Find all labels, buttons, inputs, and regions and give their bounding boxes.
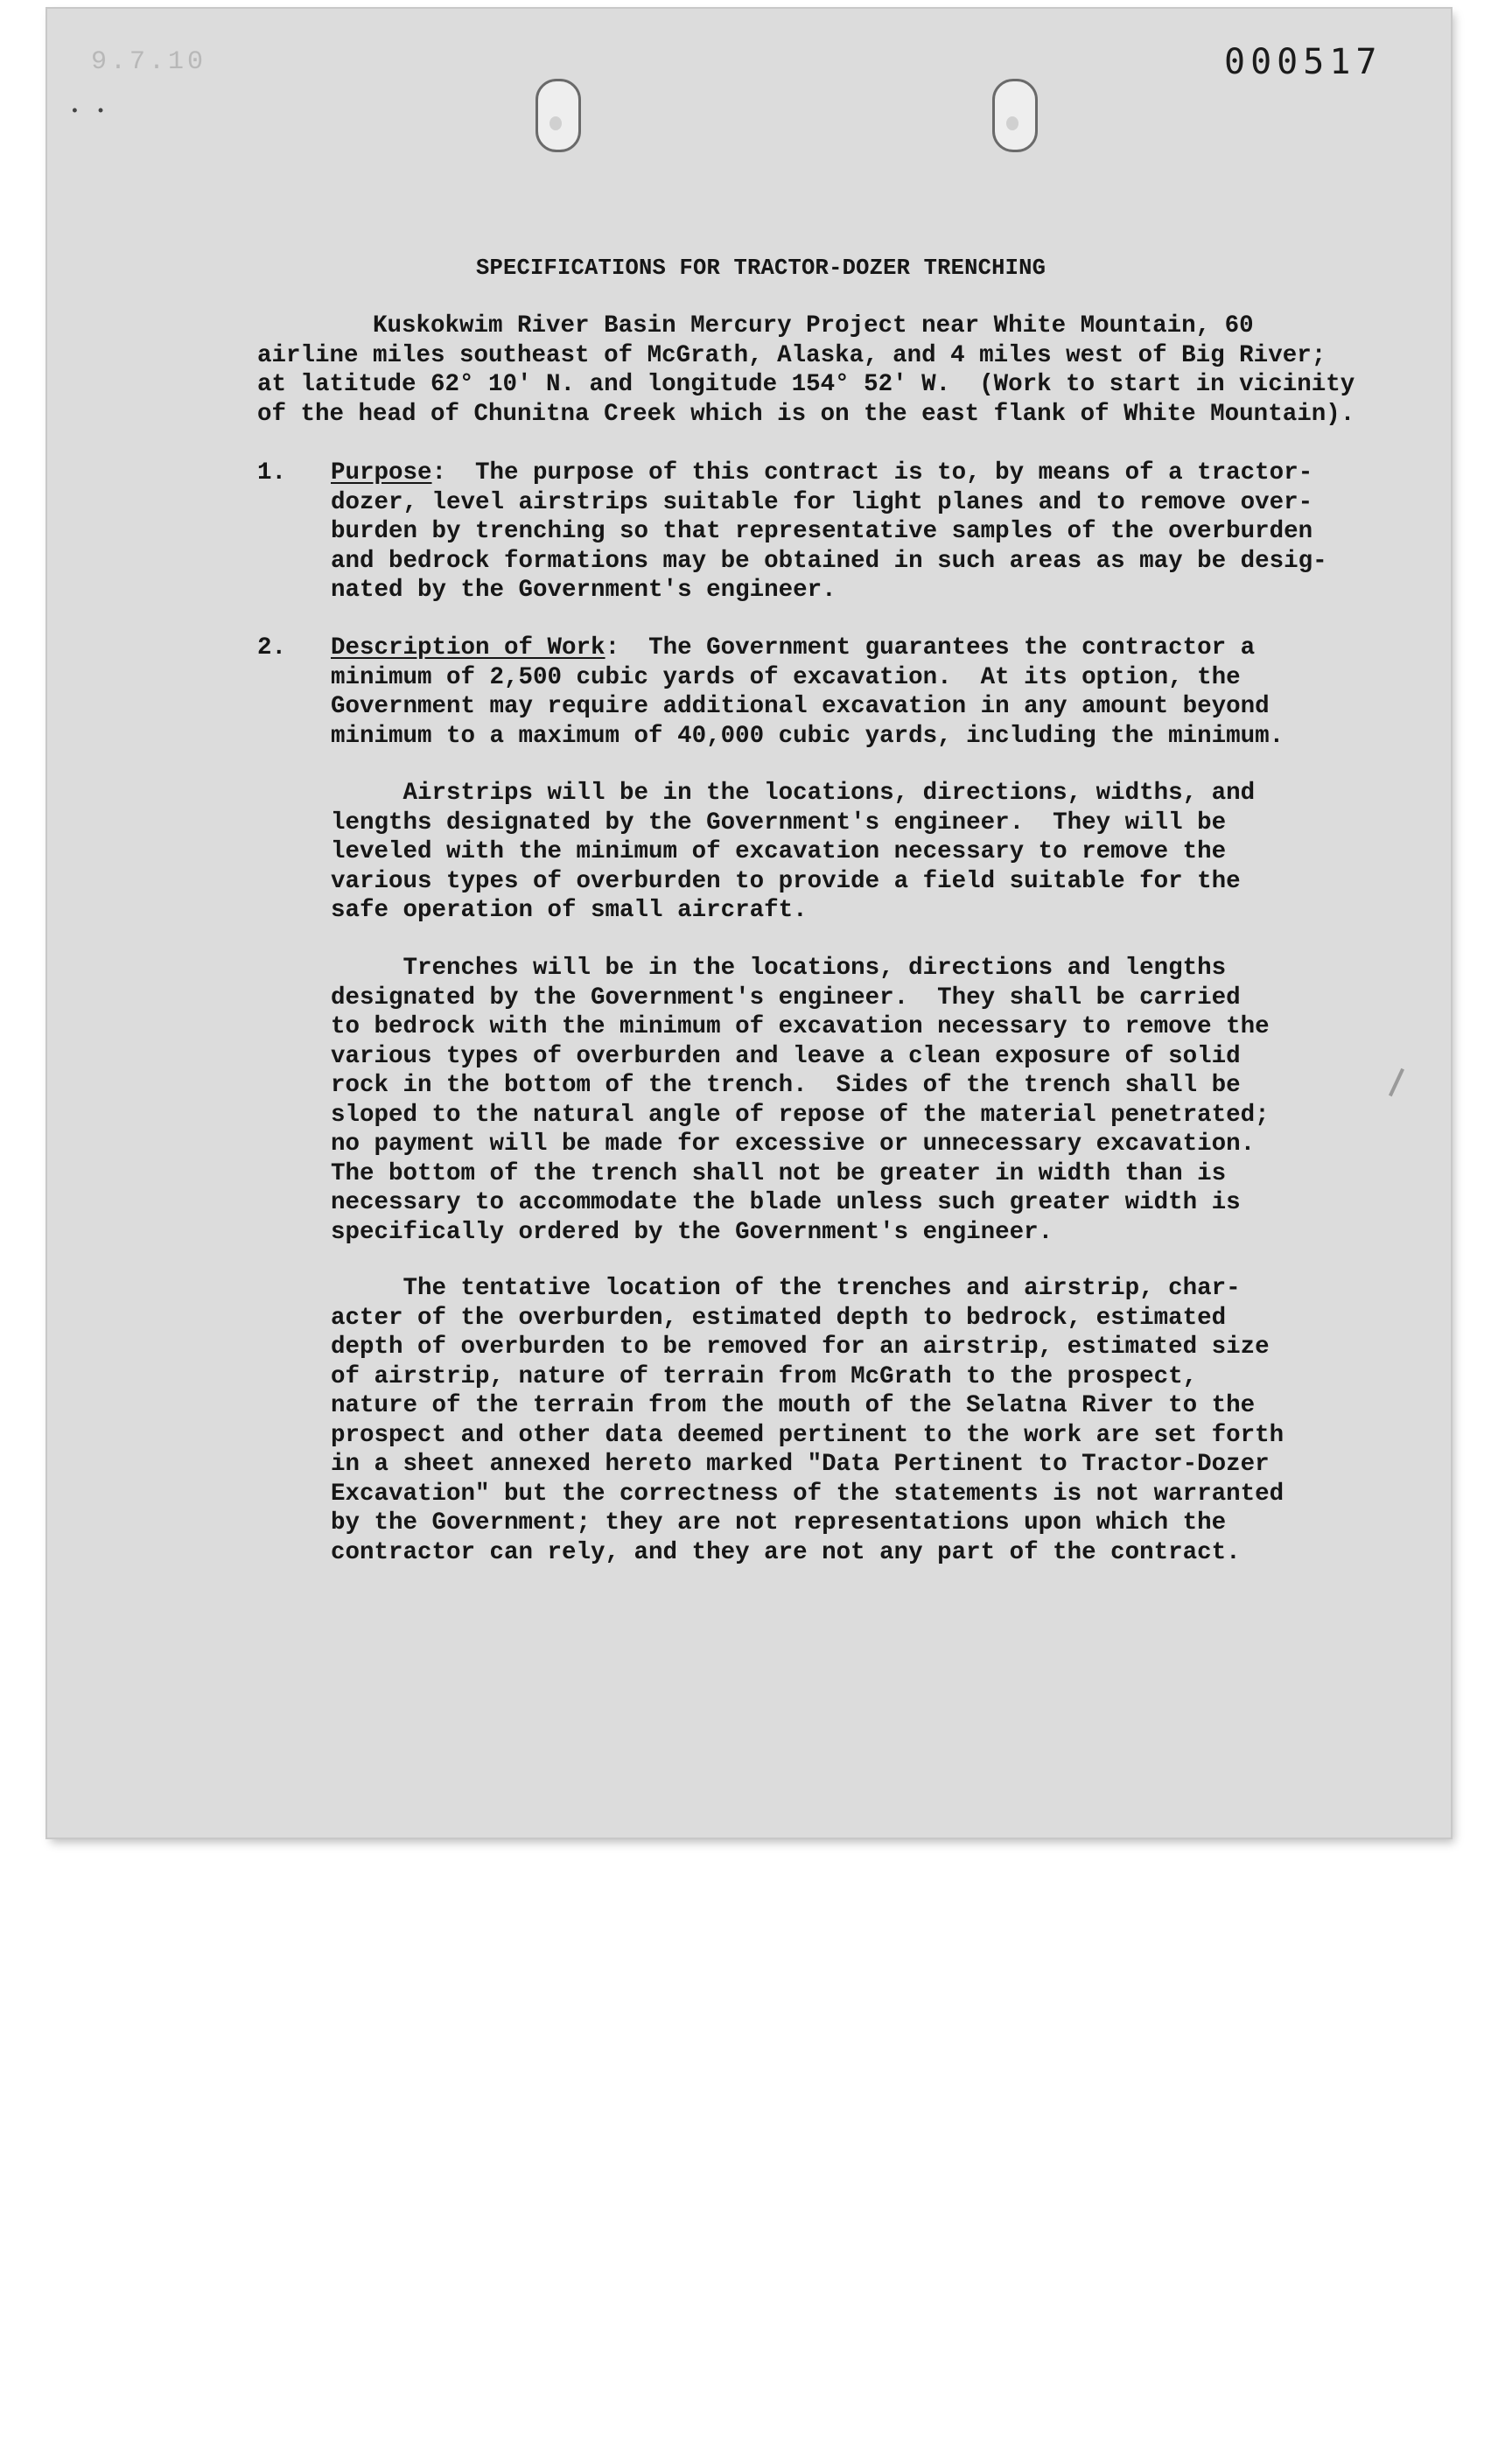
paragraph-line: lengths designated by the Government's engineer. They will be <box>331 808 1227 836</box>
paragraph-line: The bottom of the trench shall not be greater in width than is <box>331 1159 1227 1187</box>
paragraph-line: designated by the Government's engineer. They shall be carried <box>331 984 1241 1012</box>
paragraph-line: The tentative location of the trenches and airstrip, char- <box>331 1275 1241 1302</box>
paragraph-line: Airstrips will be in the locations, directions, widths, and <box>331 780 1256 807</box>
paragraph-line: depth of overburden to be removed for an airstrip, estimated size <box>331 1334 1270 1361</box>
section-line: burden by trenching so that representative samples of the overburden <box>331 518 1313 545</box>
binder-hole-right-icon <box>992 79 1038 152</box>
intro-line: of the head of Chunitna Creek which is on the east flank of White Mountain). <box>257 400 1355 428</box>
section-line: dozer, level airstrips suitable for light planes and to remove over- <box>331 488 1313 516</box>
document-page <box>47 9 1451 1838</box>
section-number: 1. <box>257 459 287 486</box>
faint-stamp-mark: 9.7.10 <box>91 47 207 77</box>
intro-line: airline miles southeast of McGrath, Alaska, and 4 miles west of Big River; <box>257 341 1326 369</box>
trenches-paragraph <box>331 954 1381 1247</box>
paragraph-line: Excavation" but the correctness of the statements is not warranted <box>331 1480 1284 1508</box>
intro-paragraph <box>257 312 1395 429</box>
binder-hole-left-icon <box>536 79 581 152</box>
tentative-location-paragraph <box>331 1274 1381 1567</box>
section-number: 2. <box>257 634 287 662</box>
document-title: SPECIFICATIONS FOR TRACTOR-DOZER TRENCHING <box>476 256 1046 281</box>
paragraph-line: no payment will be made for excessive or unnecessary excavation. <box>331 1130 1256 1158</box>
section-heading: Description of Work <box>331 634 606 662</box>
page-number-stamp: 000517 <box>1224 42 1382 82</box>
intro-line: at latitude 62° 10' N. and longitude 154° 52' W. (Work to start in vicinity <box>257 371 1355 398</box>
section-line: and bedrock formations may be obtained in such areas as may be desig- <box>331 547 1327 575</box>
paragraph-line: specifically ordered by the Government's engineer. <box>331 1218 1054 1246</box>
paragraph-line: sloped to the natural angle of repose of the material penetrated; <box>331 1101 1270 1129</box>
paragraph-line: Trenches will be in the locations, directions and lengths <box>331 955 1227 982</box>
paragraph-line: leveled with the minimum of excavation necessary to remove the <box>331 838 1227 865</box>
ink-dots: • • <box>70 103 109 121</box>
section-line: Government may require additional excavation in any amount beyond <box>331 693 1270 720</box>
section-line: : The purpose of this contract is to, by means of a tractor- <box>431 459 1313 486</box>
paragraph-line: necessary to accommodate the blade unless such greater width is <box>331 1189 1241 1216</box>
stray-pencil-mark <box>1389 1068 1404 1097</box>
paragraph-line: various types of overburden and leave a clean exposure of solid <box>331 1042 1241 1070</box>
paragraph-line: in a sheet annexed hereto marked "Data Pertinent to Tractor-Dozer <box>331 1451 1270 1478</box>
airstrips-paragraph <box>331 779 1381 926</box>
paragraph-line: nature of the terrain from the mouth of the Selatna River to the <box>331 1392 1256 1419</box>
section-line: minimum of 2,500 cubic yards of excavation. At its option, the <box>331 663 1241 691</box>
paragraph-line: acter of the overburden, estimated depth to bedrock, estimated <box>331 1304 1227 1332</box>
paragraph-line: prospect and other data deemed pertinent to the work are set forth <box>331 1421 1284 1449</box>
section-heading: Purpose <box>331 459 432 486</box>
paragraph-line: to bedrock with the minimum of excavation necessary to remove the <box>331 1013 1270 1040</box>
paragraph-line: contractor can rely, and they are not any part of the contract. <box>331 1538 1241 1566</box>
paragraph-line: by the Government; they are not representations upon which the <box>331 1509 1227 1536</box>
paragraph-line: of airstrip, nature of terrain from McGrath to the prospect, <box>331 1362 1198 1390</box>
paragraph-line: various types of overburden to provide a field suitable for the <box>331 867 1241 895</box>
intro-line: Kuskokwim River Basin Mercury Project near White Mountain, 60 <box>257 312 1254 340</box>
section-line: nated by the Government's engineer. <box>331 577 836 604</box>
section-line: : The Government guarantees the contractor a <box>605 634 1256 662</box>
paragraph-line: rock in the bottom of the trench. Sides of the trench shall be <box>331 1072 1241 1099</box>
section-line: minimum to a maximum of 40,000 cubic yards, including the minimum. <box>331 722 1284 750</box>
paragraph-line: safe operation of small aircraft. <box>331 897 808 924</box>
